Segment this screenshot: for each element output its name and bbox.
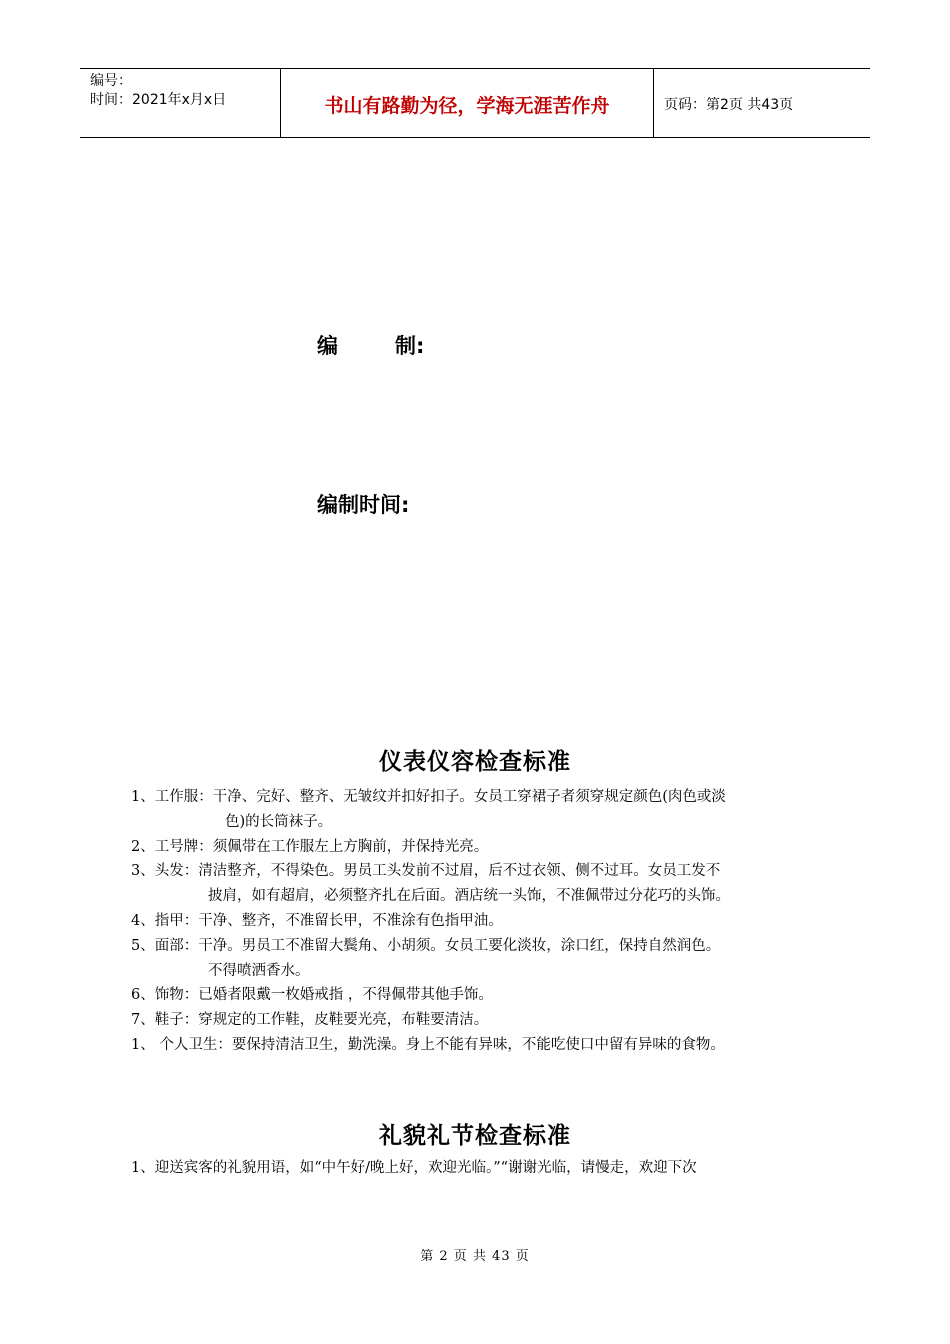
- list-item: [131, 1008, 831, 1033]
- compile-time-label: 编制时间:: [317, 493, 410, 517]
- list-item: [131, 785, 831, 835]
- section-title-appearance: 仪表仪容检查标准: [379, 748, 571, 775]
- list-item-line: 5、面部：干净。男员工不准留大鬓角、小胡须。女员工要化淡妆，涂口红，保持自然润色。: [131, 937, 721, 954]
- list-item: [131, 835, 831, 860]
- compiler-label-part2: 制:: [395, 334, 425, 358]
- list-item: [131, 909, 831, 934]
- compiler-label: [317, 330, 424, 360]
- page-header: [80, 68, 870, 138]
- list-item: [131, 934, 831, 984]
- list-item-line: 1、工作服：干净、完好、整齐、无皱纹并扣好扣子。女员工穿裙子者须穿规定颜色(肉色或淡: [131, 789, 726, 805]
- list-item: [131, 859, 831, 909]
- list-item-line: 4、指甲：干净、整齐，不准留长甲，不准涂有色指甲油。: [131, 912, 503, 929]
- appearance-standards-list: [131, 785, 831, 1058]
- list-item-continuation: 色)的长筒袜子。: [225, 813, 333, 830]
- header-meta: [80, 69, 281, 137]
- list-item-line: 2、工号牌：须佩带在工作服左上方胸前，并保持光亮。: [131, 838, 489, 855]
- page-footer: 第 2 页 共 43 页: [420, 1249, 530, 1264]
- list-item: [131, 1033, 831, 1058]
- list-item: [131, 1156, 831, 1181]
- compiler-label-part1: 编: [317, 334, 338, 358]
- section-title-etiquette: 礼貌礼节检查标准: [379, 1122, 571, 1149]
- list-item: [131, 983, 831, 1008]
- header-number-label: 编号：: [90, 73, 132, 89]
- list-item-line: 1、迎送宾客的礼貌用语，如“中午好/晚上好，欢迎光临。”“谢谢光临，请慢走，欢迎下次: [131, 1160, 697, 1176]
- etiquette-standards-list: [131, 1156, 831, 1181]
- list-item-continuation: 不得喷洒香水。: [208, 962, 310, 979]
- header-date: 时间：2021年x月x日: [90, 92, 227, 108]
- list-item-line: 3、头发：清洁整齐，不得染色。男员工头发前不过眉，后不过衣领、侧不过耳。女员工发不: [131, 863, 721, 880]
- list-item-line: 7、鞋子：穿规定的工作鞋，皮鞋要光亮，布鞋要清洁。: [131, 1012, 489, 1029]
- list-item-continuation: 披肩，如有超肩，必须整齐扎在后面。酒店统一头饰，不准佩带过分花巧的头饰。: [208, 888, 730, 905]
- header-page-info: 页码：第2页 共43页: [664, 97, 794, 113]
- header-motto: 书山有路勤为径，学海无涯苦作舟: [281, 69, 654, 137]
- list-item-line: 1、 个人卫生：要保持清洁卫生，勤洗澡。身上不能有异味，不能吃使口中留有异味的食物。: [131, 1036, 725, 1053]
- list-item-line: 6、饰物：已婚者限戴一枚婚戒指 ，不得佩带其他手饰。: [131, 987, 493, 1004]
